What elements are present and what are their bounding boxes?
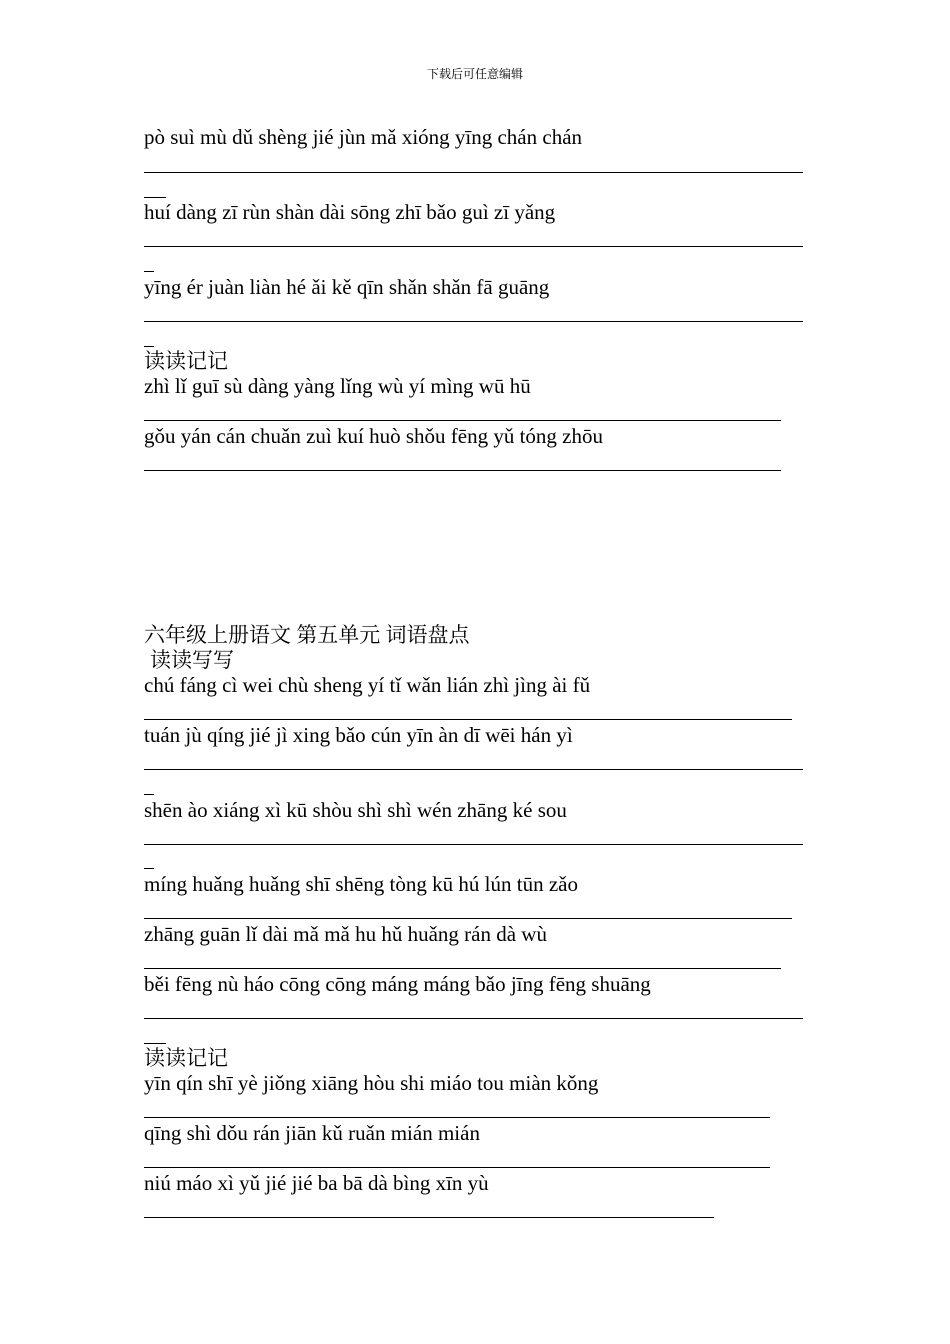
- answer-line: [144, 918, 792, 919]
- pinyin-line: míng huǎng huǎng shī shēng tòng kū hú lún tūn zǎo: [144, 872, 578, 896]
- answer-line: [144, 172, 803, 173]
- answer-line-overflow: [144, 868, 154, 869]
- pinyin-line: chú fáng cì wei chù sheng yí tǐ wǎn lián zhì jìng ài fǔ: [144, 673, 591, 697]
- pinyin-line: shēn ào xiáng xì kū shòu shì shì wén zhāng ké sou: [144, 798, 567, 822]
- answer-line: [144, 1167, 770, 1168]
- answer-line: [144, 769, 803, 770]
- section-heading: 读读写写: [150, 648, 234, 672]
- answer-line: [144, 1217, 714, 1218]
- pinyin-line: gǒu yán cán chuǎn zuì kuí huò shǒu fēng yǔ tóng zhōu: [144, 424, 603, 448]
- pinyin-line: tuán jù qíng jié jì xing bǎo cún yīn àn dī wēi hán yì: [144, 723, 573, 747]
- answer-line: [144, 1018, 803, 1019]
- answer-line-overflow: [144, 346, 154, 347]
- section-heading: 读读记记: [144, 1046, 228, 1070]
- pinyin-line: niú máo xì yǔ jié jié ba bā dà bìng xīn yù: [144, 1171, 489, 1195]
- pinyin-line: běi fēng nù háo cōng cōng máng máng bǎo jīng fēng shuāng: [144, 972, 651, 996]
- answer-line-overflow: [144, 794, 154, 795]
- pinyin-line: huí dàng zī rùn shàn dài sōng zhī bǎo guì zī yǎng: [144, 200, 556, 224]
- answer-line: [144, 246, 803, 247]
- pinyin-line: zhì lǐ guī sù dàng yàng lǐng wù yí mìng wū hū: [144, 374, 531, 398]
- answer-line-overflow: [144, 197, 166, 198]
- answer-line: [144, 321, 803, 322]
- answer-line-overflow: [144, 1043, 166, 1044]
- pinyin-line: yīn qín shī yè jiǒng xiāng hòu shi miáo tou miàn kǒng: [144, 1071, 599, 1095]
- answer-line: [144, 470, 781, 471]
- answer-line: [144, 420, 781, 421]
- answer-line: [144, 719, 792, 720]
- answer-line-overflow: [144, 271, 154, 272]
- answer-line: [144, 1117, 770, 1118]
- pinyin-line: yīng ér juàn liàn hé ǎi kě qīn shǎn shǎn fā guāng: [144, 275, 550, 299]
- section-heading: 读读记记: [144, 349, 228, 373]
- page-title: 六年级上册语文 第五单元 词语盘点: [144, 623, 470, 647]
- page-header: 下载后可任意编辑: [426, 67, 523, 81]
- pinyin-line: pò suì mù dǔ shèng jié jùn mǎ xióng yīng chán chán: [144, 125, 583, 149]
- answer-line: [144, 968, 781, 969]
- pinyin-line: qīng shì dǒu rán jiān kǔ ruǎn mián mián: [144, 1121, 480, 1145]
- pinyin-line: zhāng guān lǐ dài mǎ mǎ hu hǔ huǎng rán dà wù: [144, 922, 547, 946]
- answer-line: [144, 844, 803, 845]
